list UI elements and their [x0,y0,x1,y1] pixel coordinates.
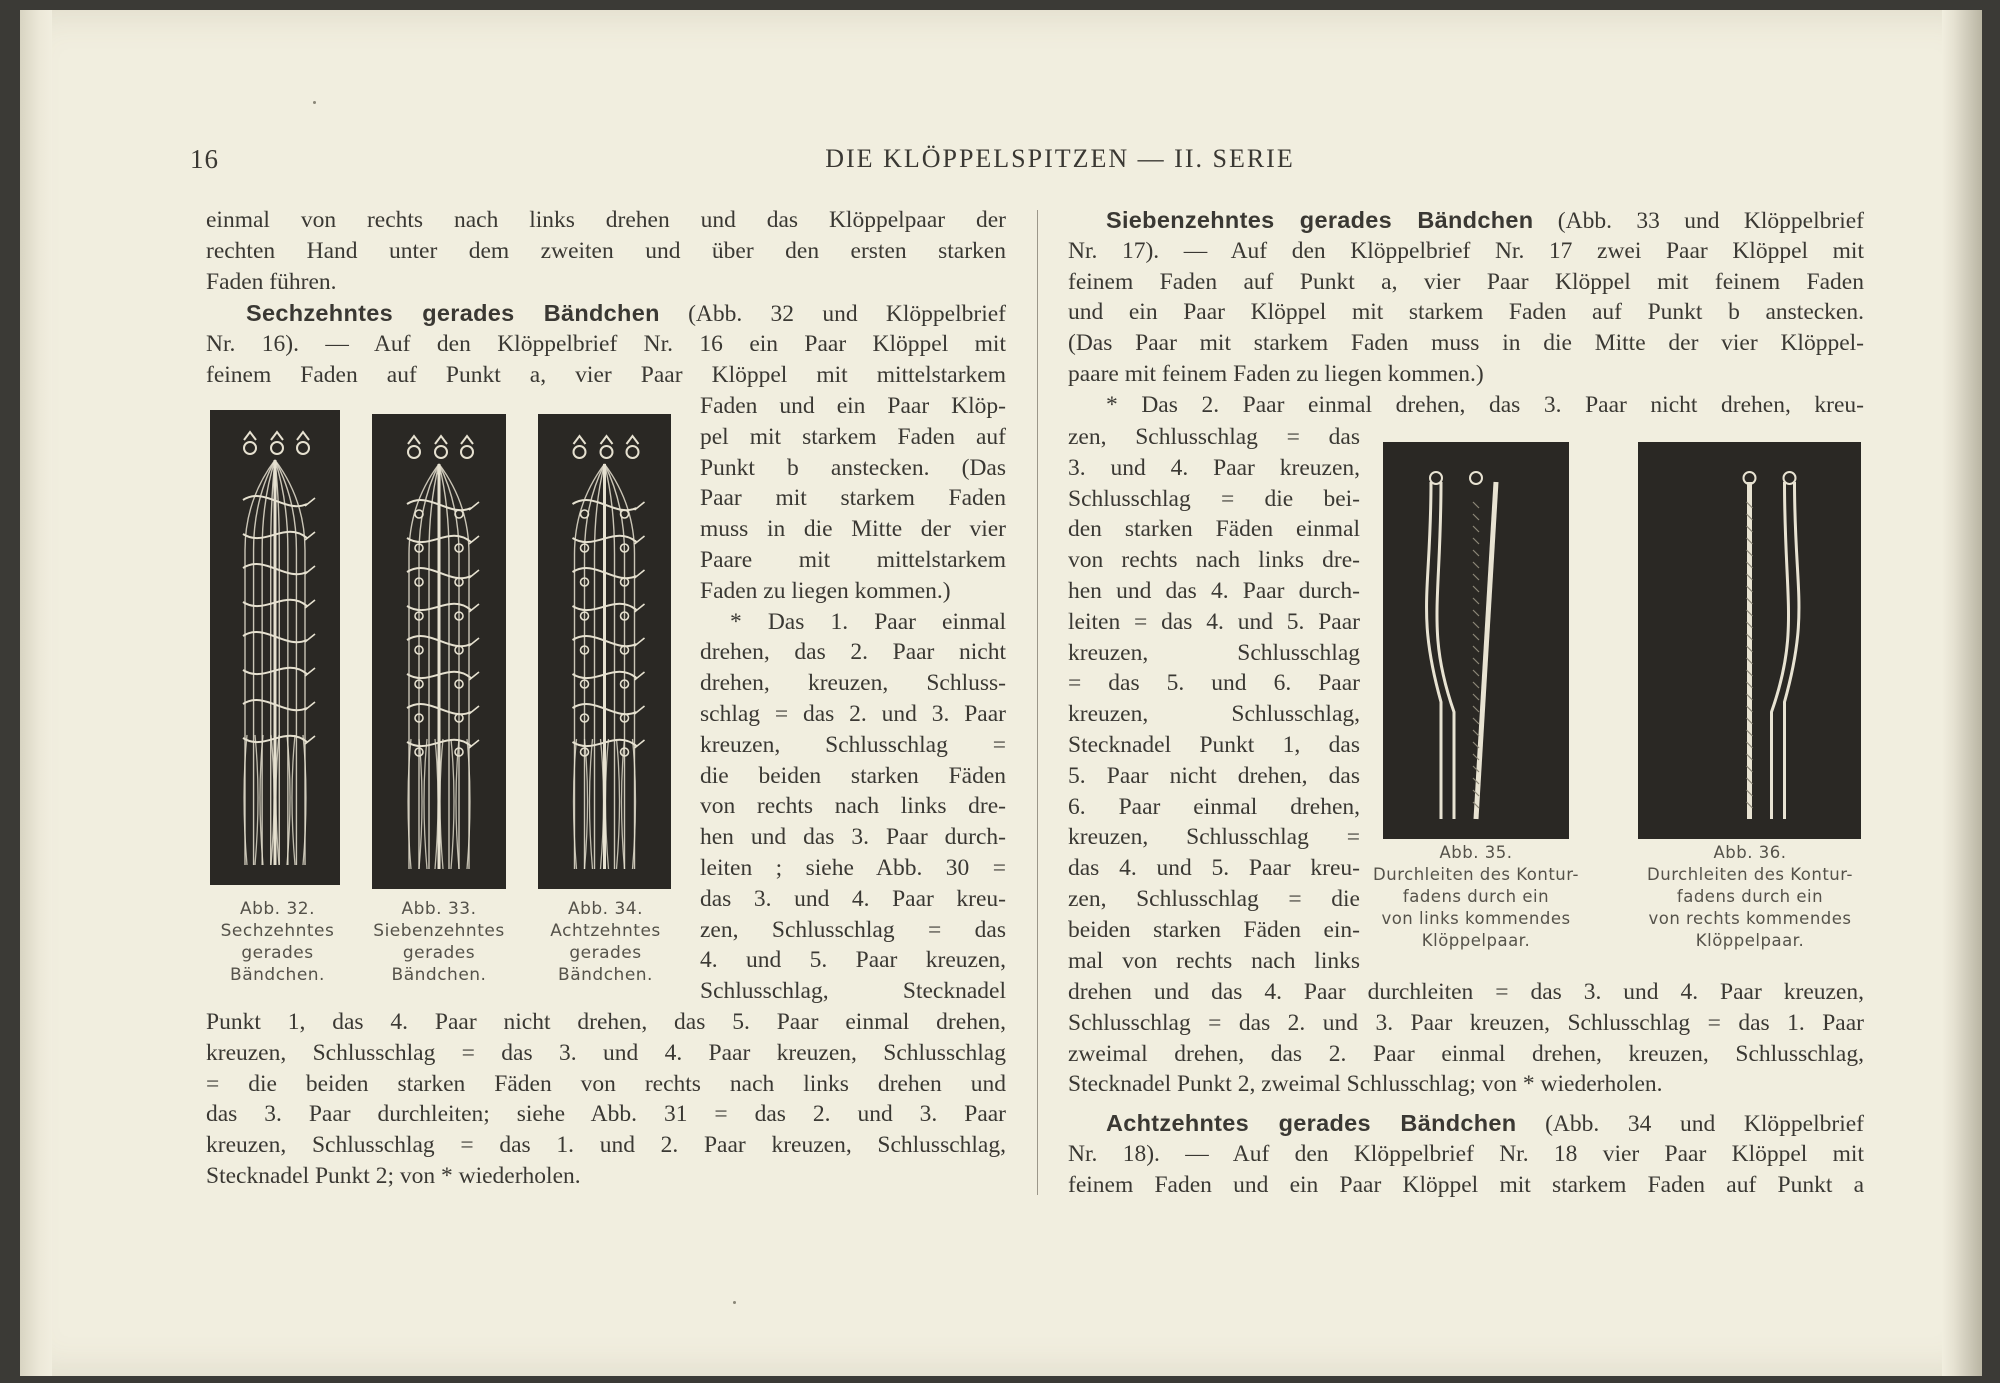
text-line: Schlusschlag = die bei- [1068,485,1360,512]
text-line: = das 5. und 6. Paar [1068,670,1360,697]
lace-stroke [469,536,479,544]
lace-stroke [275,460,288,865]
text-line: kreuzen, Schlusschlag = [1068,824,1360,851]
text-line: die beiden starken Fäden [700,762,1006,789]
caption-line: gerades [569,943,642,963]
lace-stroke [297,432,309,440]
page-edge-right [1942,10,1982,1376]
text-line: pel mit starkem Faden auf [700,423,1006,450]
lace-stroke [451,739,454,869]
paper-speck [733,1301,736,1304]
text-line: beiden starken Fäden ein- [1068,916,1360,943]
caption-line: gerades [241,943,314,963]
lace-stroke [1473,694,1479,700]
figure-34-caption [533,898,678,986]
text-line: Schlusschlag, Stecknadel [700,978,1006,1005]
text-line: Schlusschlag = das 2. und 3. Paar kreuzen, Schlusschlag = das 1. Paar [1068,1009,1864,1036]
lace-stroke [469,570,479,578]
text-span: (Abb. 33 und Klöppelbrief [1557,208,1864,234]
lace-stroke [574,446,586,458]
lace-stroke [244,432,256,440]
section-18-paragraph [1068,1108,1864,1200]
lace-stroke [1473,526,1479,532]
lace-stroke [635,706,645,714]
lace-stroke [1784,472,1796,484]
caption-line: Bändchen. [391,965,487,985]
text-line: * Das 2. Paar einmal drehen, das 3. Paar nicht drehen, kreu- [1106,391,1864,418]
text-line: kreuzen, Schlusschlag = das 3. und 4. Paar kreuzen, Schlusschlag [206,1039,1006,1066]
lace-stroke [1473,718,1479,724]
text-line: zen, Schlusschlag = die [1068,885,1360,912]
text-line: Stecknadel Punkt 2; von * wiederholen. [206,1162,581,1189]
caption-line: Bändchen. [558,965,653,985]
caption-line: Siebenzehntes [373,921,505,941]
text-line: 3. und 4. Paar kreuzen, [1068,454,1360,481]
text-line: zen, Schlusschlag = das [1068,424,1360,450]
text-line: feinem Faden und ein Paar Klöppel mit starkem Faden auf Punkt a [1068,1171,1864,1198]
section-17-bottom-text [1068,977,1864,1100]
section-16-bottom-text [206,1007,1006,1192]
lace-stroke [601,446,613,458]
section-17-first-line [1068,205,1864,236]
paper-speck [313,101,316,104]
lace-stroke [1473,610,1479,616]
figure-35-image [1383,442,1569,839]
figure-35-caption [1370,842,1582,952]
text-line: von rechts nach links dre- [700,793,1006,820]
lace-stroke [1473,562,1479,568]
lace-stroke [601,436,613,444]
text-line: feinem Faden auf Punkt a, vier Paar Klöppel mit mittelstarkem [206,361,1006,388]
caption-line: Klöppelpaar. [1421,931,1531,950]
lace-stroke [1476,482,1496,819]
lace-stroke [424,739,427,869]
lace-stroke [1473,646,1479,652]
text-line: feinem Faden auf Punkt a, vier Paar Klöppel mit feinem Faden [1068,268,1864,295]
caption-line: Bändchen. [230,965,325,985]
text-line: Nr. 16). — Auf den Klöppelbrief Nr. 16 ein Paar Klöppel mit [206,330,1006,357]
text-line: Faden führen. [206,268,337,295]
text-line: rechten Hand unter dem zweiten und über den ersten starken [206,237,1006,264]
text-line: Punkt b anstecken. (Das [700,454,1006,481]
figure-33-image [372,414,506,889]
text-line: 5. Paar nicht drehen, das [1068,762,1360,789]
text-line: den starken Fäden einmal [1068,516,1360,543]
text-line: Nr. 17). — Auf den Klöppelbrief Nr. 17 zwei Paar Klöppel mit [1068,237,1864,264]
text-line: Stecknadel Punkt 1, das [1068,731,1360,758]
text-line: Nr. 18). — Auf den Klöppelbrief Nr. 18 vier Paar Klöppel mit [1068,1140,1864,1167]
text-line: Faden zu liegen kommen.) [700,577,951,604]
text-line: und ein Paar Klöppel mit starkem Faden auf Punkt b anstecken. [1068,299,1864,326]
section-17-side-text [1068,422,1360,976]
lace-stroke [635,740,645,748]
figure-32-caption [205,898,350,986]
lace-stroke [461,436,473,444]
text-line: (Das Paar mit starkem Faden muss in die Mitte der vier Klöppel- [1068,330,1864,357]
lace-stroke [469,740,479,748]
lace-stroke [469,638,479,646]
lace-stroke [435,446,447,458]
lace-stroke [244,442,256,454]
lace-stroke [574,436,586,444]
section-17-heading: Siebenzehntes gerades Bändchen [1106,207,1534,233]
caption-line: fadens durch ein [1402,887,1550,906]
lace-stroke [305,498,315,506]
lace-stroke [635,502,645,510]
text-line: mal von rechts nach links [1068,947,1360,974]
text-line: hen und das 3. Paar durch- [700,824,1006,851]
lace-stroke [635,536,645,544]
lace-stroke [1473,514,1479,520]
lace-stroke [635,604,645,612]
caption-line: Achtzehntes [550,921,661,941]
lace-stroke [469,604,479,612]
text-line: Paare mit mittelstarkem [700,546,1006,573]
section-16-first-line [206,298,1006,329]
caption-line: Durchleiten des Kontur- [1373,865,1579,884]
text-line: paare mit feinem Faden zu liegen kommen.) [1068,360,1484,387]
text-line: leiten ; siehe Abb. 30 = [700,854,1006,881]
caption-line: Durchleiten des Kontur- [1647,865,1853,884]
text-line: einmal von rechts nach links drehen und das Klöppelpaar der [206,207,1006,233]
caption-line: Abb. 36. [1713,843,1787,862]
lace-stroke [408,446,420,458]
lace-stroke [1473,502,1479,508]
caption-line: fadens durch ein [1676,887,1824,906]
lace-stroke [469,672,479,680]
lace-stroke [435,436,447,444]
text-span: (Abb. 32 und Klöppelbrief [688,301,1006,327]
figure-33-caption [364,898,514,986]
section-16-paragraph [206,298,1006,390]
text-line: kreuzen, Schlusschlag = [700,731,1006,758]
section-16-side-text [700,391,1006,1007]
left-intro-paragraph [206,205,1006,297]
text-line: drehen, kreuzen, Schluss- [700,670,1006,697]
text-line: kreuzen, Schlusschlag, [1068,701,1360,728]
text-line: schlag = das 2. und 3. Paar [700,700,1006,727]
lace-stroke [1473,634,1479,640]
lace-stroke [1473,658,1479,664]
text-line: das 4. und 5. Paar kreu- [1068,855,1360,882]
lace-stroke [262,460,275,865]
text-line: hen und das 4. Paar durch- [1068,577,1360,604]
page-edge-left [20,10,52,1376]
lace-stroke [461,446,473,458]
text-line: Faden und ein Paar Klöp- [700,393,1006,419]
caption-line: Abb. 34. [567,899,644,919]
lace-stroke [469,706,479,714]
lace-stroke [1473,706,1479,712]
text-line: zen, Schlusschlag = das [700,916,1006,943]
section-16-heading: Sechzehntes gerades Bändchen [246,300,660,326]
lace-stroke [590,739,593,869]
lace-stroke [271,432,283,440]
text-span: (Abb. 34 und Klöppelbrief [1545,1111,1864,1137]
figure-36-caption [1632,842,1868,952]
figure-36-image [1638,442,1861,839]
caption-line: Sechzehntes [220,921,335,941]
lace-stroke [305,566,315,574]
lace-stroke [271,442,283,454]
lace-stroke [635,672,645,680]
text-line: = die beiden starken Fäden von rechts nach links drehen und [206,1070,1006,1097]
page-number: 16 [190,144,219,174]
lace-stroke [1473,730,1479,736]
caption-line: Klöppelpaar. [1695,931,1805,950]
lace-stroke [305,532,315,540]
text-line: Paar mit starkem Faden [700,485,1006,512]
text-line: kreuzen, Schlusschlag = das 1. und 2. Paar kreuzen, Schlusschlag, [206,1132,1006,1159]
caption-line: von links kommendes [1381,909,1571,928]
lace-stroke [297,442,309,454]
lace-stroke [305,634,315,642]
text-line: drehen, das 2. Paar nicht [700,639,1006,666]
lace-stroke [1473,538,1479,544]
section-17-paragraph [1068,205,1864,421]
lace-stroke [1473,550,1479,556]
text-line: 4. und 5. Paar kreuzen, [700,947,1006,974]
text-line: Punkt 1, das 4. Paar nicht drehen, das 5. Paar einmal drehen, [206,1009,1006,1035]
lace-stroke [627,436,639,444]
text-line: muss in die Mitte der vier [700,516,1006,543]
lace-stroke [1473,598,1479,604]
text-line: * Das 1. Paar einmal [730,608,1006,635]
figure-34-image [538,414,671,889]
lace-stroke [1473,622,1479,628]
lace-stroke [1473,670,1479,676]
lace-stroke [1470,472,1482,484]
lace-stroke [305,736,315,744]
lace-stroke [305,702,315,710]
running-title: DIE KLÖPPELSPITZEN — II. SERIE [825,144,1295,173]
column-divider [1037,210,1038,1195]
lace-stroke [469,502,479,510]
section-18-first-line [1068,1108,1864,1139]
lace-stroke [408,436,420,444]
lace-stroke [305,600,315,608]
lace-stroke [292,735,295,865]
lace-stroke [1473,586,1479,592]
caption-line: Abb. 35. [1439,843,1513,862]
text-line: leiten = das 4. und 5. Paar [1068,608,1360,635]
lace-stroke [617,739,620,869]
section-18-heading: Achtzehntes gerades Bändchen [1106,1110,1517,1136]
lace-stroke [635,638,645,646]
caption-line: Abb. 33. [401,899,477,919]
lace-stroke [305,668,315,676]
text-line: das 3. Paar durchleiten; siehe Abb. 31 = das 2. und 3. Paar [206,1101,1006,1128]
lace-stroke [635,570,645,578]
caption-line: gerades [402,943,476,963]
lace-stroke [1473,682,1479,688]
lace-stroke [1430,472,1442,484]
lace-stroke [1473,574,1479,580]
caption-line: Abb. 32. [239,899,316,919]
text-line: 6. Paar einmal drehen, [1068,793,1360,820]
text-line: kreuzen, Schlusschlag [1068,639,1360,666]
lace-stroke [255,735,258,865]
figure-32-image [210,410,340,885]
text-line: zweimal drehen, das 2. Paar einmal drehen, kreuzen, Schlusschlag, [1068,1040,1864,1067]
text-line: das 3. und 4. Paar kreu- [700,885,1006,912]
text-line: drehen und das 4. Paar durchleiten = das 3. und 4. Paar kreuzen, [1068,979,1864,1005]
lace-stroke [627,446,639,458]
caption-line: von rechts kommendes [1648,909,1852,928]
text-line: von rechts nach links dre- [1068,547,1360,574]
text-line: Stecknadel Punkt 2, zweimal Schlusschlag; von * wiederholen. [1068,1071,1663,1098]
